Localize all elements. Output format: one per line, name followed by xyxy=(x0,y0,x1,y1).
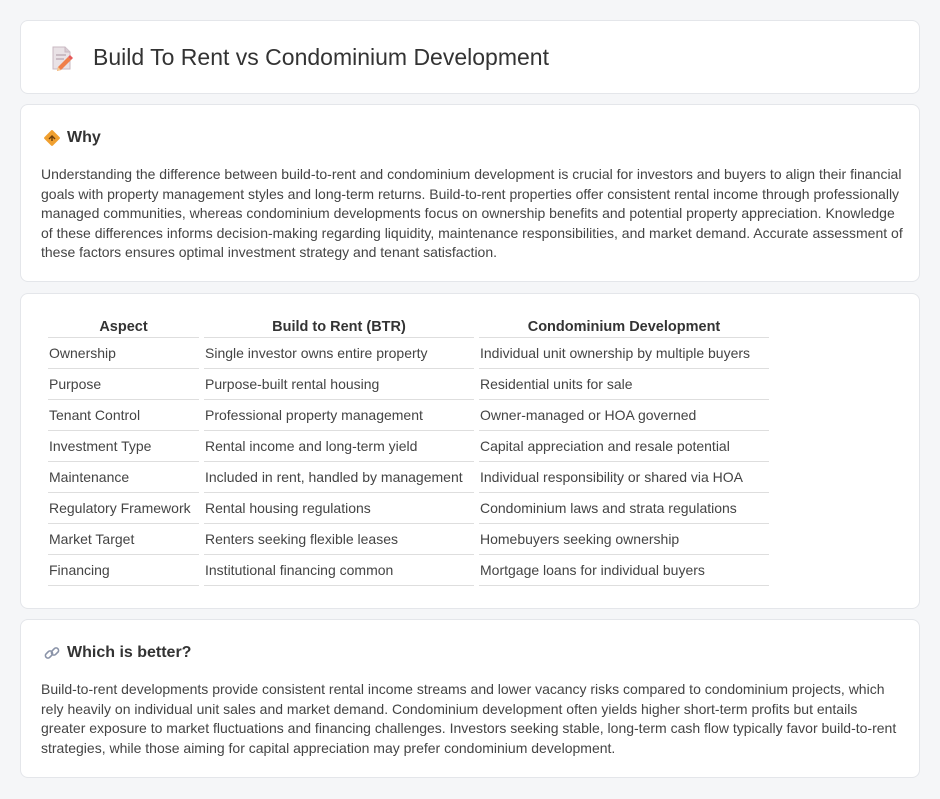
better-heading xyxy=(43,642,191,664)
cell-aspect: Purpose xyxy=(48,369,199,400)
why-heading xyxy=(43,127,101,149)
header-btr: Build to Rent (BTR) xyxy=(204,314,474,338)
comparison-section xyxy=(20,293,920,609)
cell-aspect: Tenant Control xyxy=(48,400,199,431)
cell-condo: Owner-managed or HOA governed xyxy=(479,400,769,431)
table-row xyxy=(48,431,769,462)
which-better-section xyxy=(20,619,920,778)
table-row xyxy=(48,400,769,431)
document-pen-icon xyxy=(47,43,77,73)
cell-aspect: Financing xyxy=(48,555,199,586)
cell-condo: Individual responsibility or shared via HOA xyxy=(479,462,769,493)
cell-condo: Individual unit ownership by multiple buyers xyxy=(479,338,769,369)
link-icon xyxy=(43,644,61,662)
cell-condo: Homebuyers seeking ownership xyxy=(479,524,769,555)
cell-btr: Included in rent, handled by management xyxy=(204,462,474,493)
header-condo: Condominium Development xyxy=(479,314,769,338)
cell-btr: Single investor owns entire property xyxy=(204,338,474,369)
cell-condo: Capital appreciation and resale potential xyxy=(479,431,769,462)
table-row xyxy=(48,462,769,493)
header-card xyxy=(20,20,920,94)
table-header-row xyxy=(48,314,769,338)
cell-aspect: Regulatory Framework xyxy=(48,493,199,524)
better-text: Build-to-rent developments provide consistent rental income streams and lower vacancy risks compared to condominium projects, which rely heavily on individual unit sales and market demand. Condominium development often yields higher short-term profits but entails greater exposure to market fluctuations and financing challenges. Investors seeking stable, long-term cash flow typically favor build-to-rent strategies, while those aiming for capital appreciation may prefer condominium development. xyxy=(41,681,897,756)
table-row xyxy=(48,369,769,400)
header-aspect: Aspect xyxy=(48,314,199,338)
table-row xyxy=(48,555,769,586)
cell-btr: Rental income and long-term yield xyxy=(204,431,474,462)
cell-btr: Rental housing regulations xyxy=(204,493,474,524)
cell-btr: Renters seeking flexible leases xyxy=(204,524,474,555)
why-title: Why xyxy=(67,129,101,146)
why-section xyxy=(20,104,920,282)
table-row xyxy=(48,524,769,555)
cell-condo: Mortgage loans for individual buyers xyxy=(479,555,769,586)
table-row xyxy=(48,493,769,524)
cell-aspect: Ownership xyxy=(48,338,199,369)
table-row xyxy=(48,338,769,369)
diamond-sign-icon xyxy=(43,129,61,147)
cell-aspect: Investment Type xyxy=(48,431,199,462)
cell-aspect: Market Target xyxy=(48,524,199,555)
page-title: Build To Rent vs Condominium Development xyxy=(93,44,549,70)
better-title: Which is better? xyxy=(67,644,192,661)
cell-condo: Condominium laws and strata regulations xyxy=(479,493,769,524)
why-text: Understanding the difference between build-to-rent and condominium development is crucial for investors and buyers to align their financial goals with property management styles and long-term returns. Build-to-rent properties offer consistent rental income through professionally managed communities, whereas condominium developments focus on ownership benefits and potential property appreciation. Knowledge of these differences informs decision-making regarding liquidity, maintenance responsibilities, and market demand. Accurate assessment of these factors ensures optimal investment strategy and tenant satisfaction. xyxy=(41,166,903,261)
cell-condo: Residential units for sale xyxy=(479,369,769,400)
cell-aspect: Maintenance xyxy=(48,462,199,493)
cell-btr: Institutional financing common xyxy=(204,555,474,586)
cell-btr: Purpose-built rental housing xyxy=(204,369,474,400)
comparison-table xyxy=(43,314,774,586)
cell-btr: Professional property management xyxy=(204,400,474,431)
